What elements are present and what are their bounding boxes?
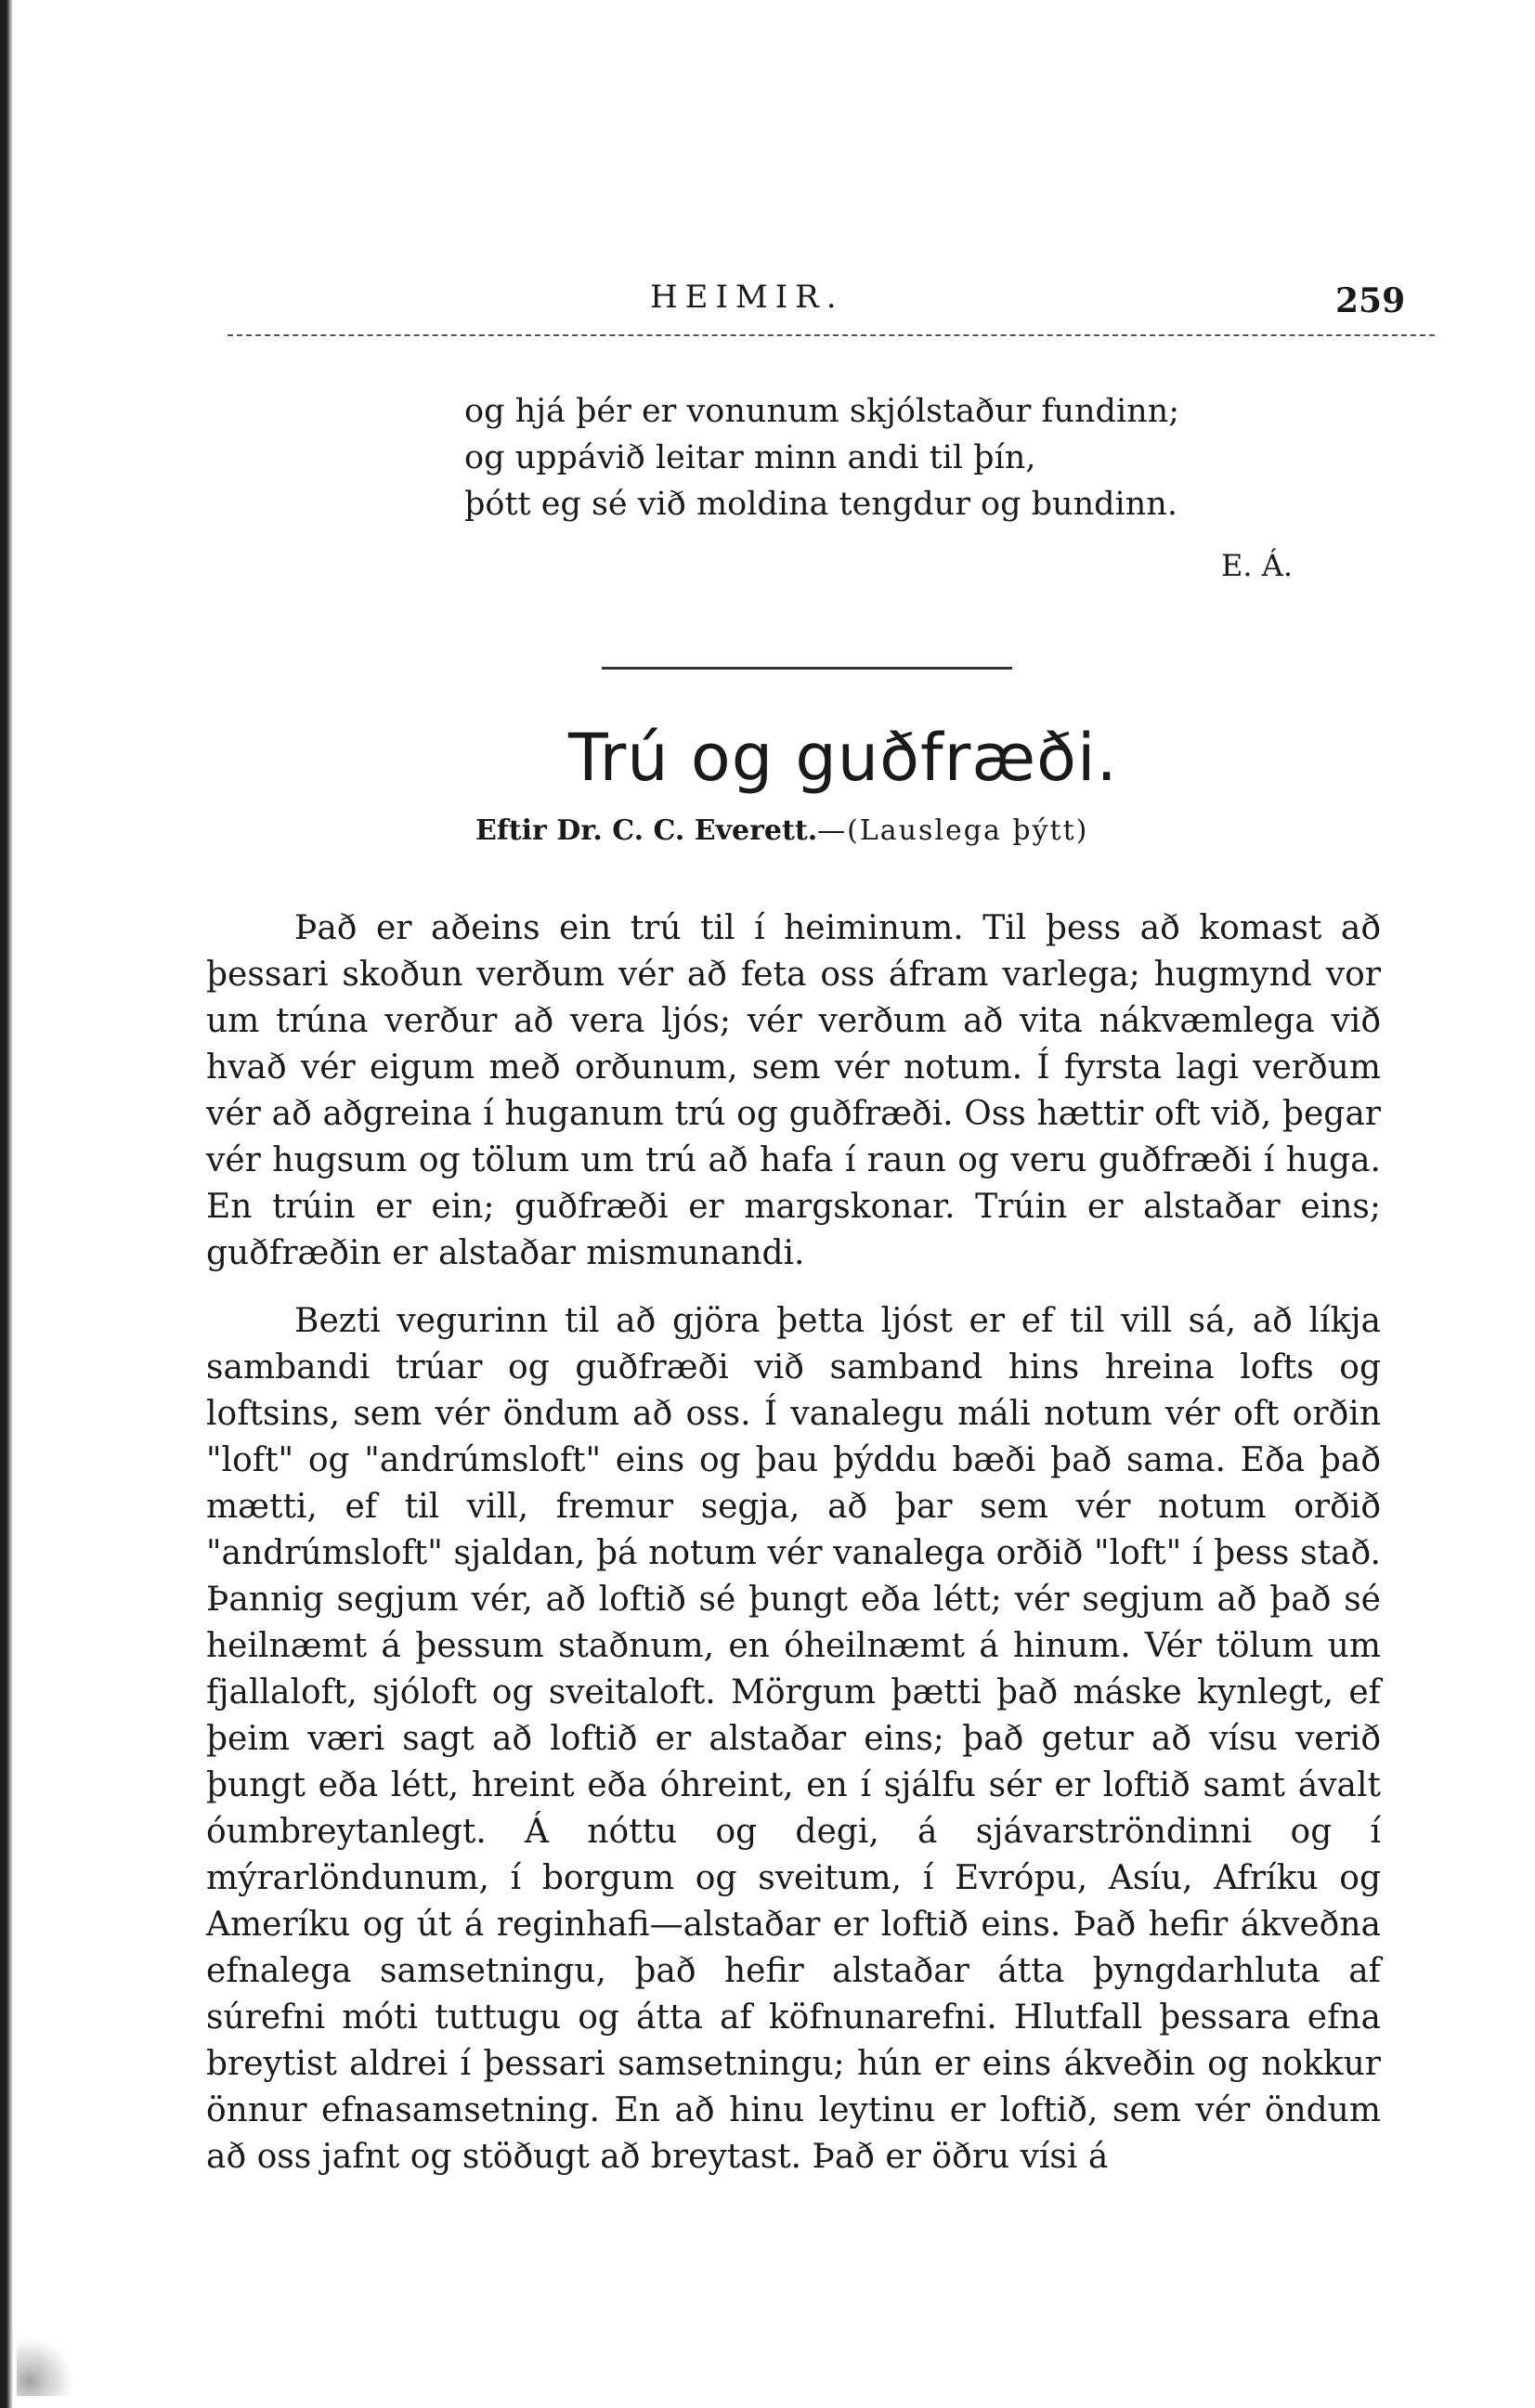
header-rule: [228, 334, 1435, 336]
article-title: Trú og guðfræði.: [568, 720, 1118, 796]
poem-stanza: [464, 388, 1300, 527]
byline-note: —(Lauslega þýtt): [817, 814, 1089, 847]
poem-line: þótt eg sé við moldina tengdur og bundinn.: [464, 486, 1177, 523]
poem-line: og hjá þér er vonunum skjólstaður fundinn;: [464, 393, 1180, 430]
byline-author: Eftir Dr. C. C. Everett.: [475, 814, 818, 847]
article-byline: [475, 814, 1088, 847]
section-divider: [602, 667, 1012, 670]
running-title: HEIMIR.: [650, 279, 844, 316]
paragraph-text: Það er aðeins ein trú til í heiminum. Til þess að komast að þessari skoðun verðum vér að feta oss áfram varlega; hugmynd vor um trúna verður að vera ljós; vér verðum að vita nákvæmlega við hvað vér eigum með orðunum, sem vér notum. Í fyrsta lagi verðum vér að aðgreina í huganum trú og guðfræði. Oss hættir oft við, þegar vér hugsum og tölum um trú að hafa í raun og veru guðfræði í huga. En trúin er ein; guðfræði er margskonar. Trúin er alstaðar eins; guðfræðin er alstaðar mismunandi.: [206, 909, 1381, 1272]
article-paragraph: [206, 905, 1381, 1277]
page-binding-edge: [0, 0, 13, 2408]
poem-line: og uppávið leitar minn andi til þín,: [464, 439, 1036, 476]
article-paragraph: [206, 1298, 1381, 2180]
paragraph-text: Bezti vegurinn til að gjöra þetta ljóst er ef til vill sá, að líkja sambandi trúar og guðfræði við samband hins hreina lofts og loftsins, sem vér öndum að oss. Í vanalegu máli notum vér oft orðin "loft" og "andrúmsloft" eins og þau þýddu bæði það sama. Eða það mætti, ef til vill, fremur segja, að þar sem vér notum orðið "andrúmsloft" sjaldan, þá notum vér vanalega orðið "loft" í þess stað. Þannig segjum vér, að loftið sé þungt eða létt; vér segjum að það sé heilnæmt á þessum staðnum, en óheilnæmt á hinum. Vér tölum um fjallaloft, sjóloft og sveitaloft. Mörgum þætti það máske kynlegt, ef þeim væri sagt að loftið er alstaðar eins; það getur að vísu verið þungt eða létt, hreint eða óhreint, en í sjálfu sér er loftið samt ávalt óumbreytanlegt. Á nóttu og degi, á sjávarströndinni og í mýrarlöndunum, í borgum og sveitum, í Evrópu, Asíu, Afríku og Ameríku og út á reginhafi—alstaðar er loftið eins. Það hefir ákveðna efnalega samsetningu, það hefir alstaðar átta þyngdarhluta af súrefni móti tuttugu og átta af köfnunarefni. Hlutfall þessara efna breytist aldrei í þessari samsetningu; hún er eins ákveðin og nokkur önnur efnasamsetning. En að hinu leytinu er loftið, sem vér öndum að oss jafnt og stöðugt að breytast. Það er öðru vísi á: [206, 1302, 1381, 2176]
poem-signature: E. Á.: [1221, 548, 1293, 583]
page-number: 259: [1335, 281, 1406, 320]
page-corner-smudge: [17, 2322, 82, 2396]
